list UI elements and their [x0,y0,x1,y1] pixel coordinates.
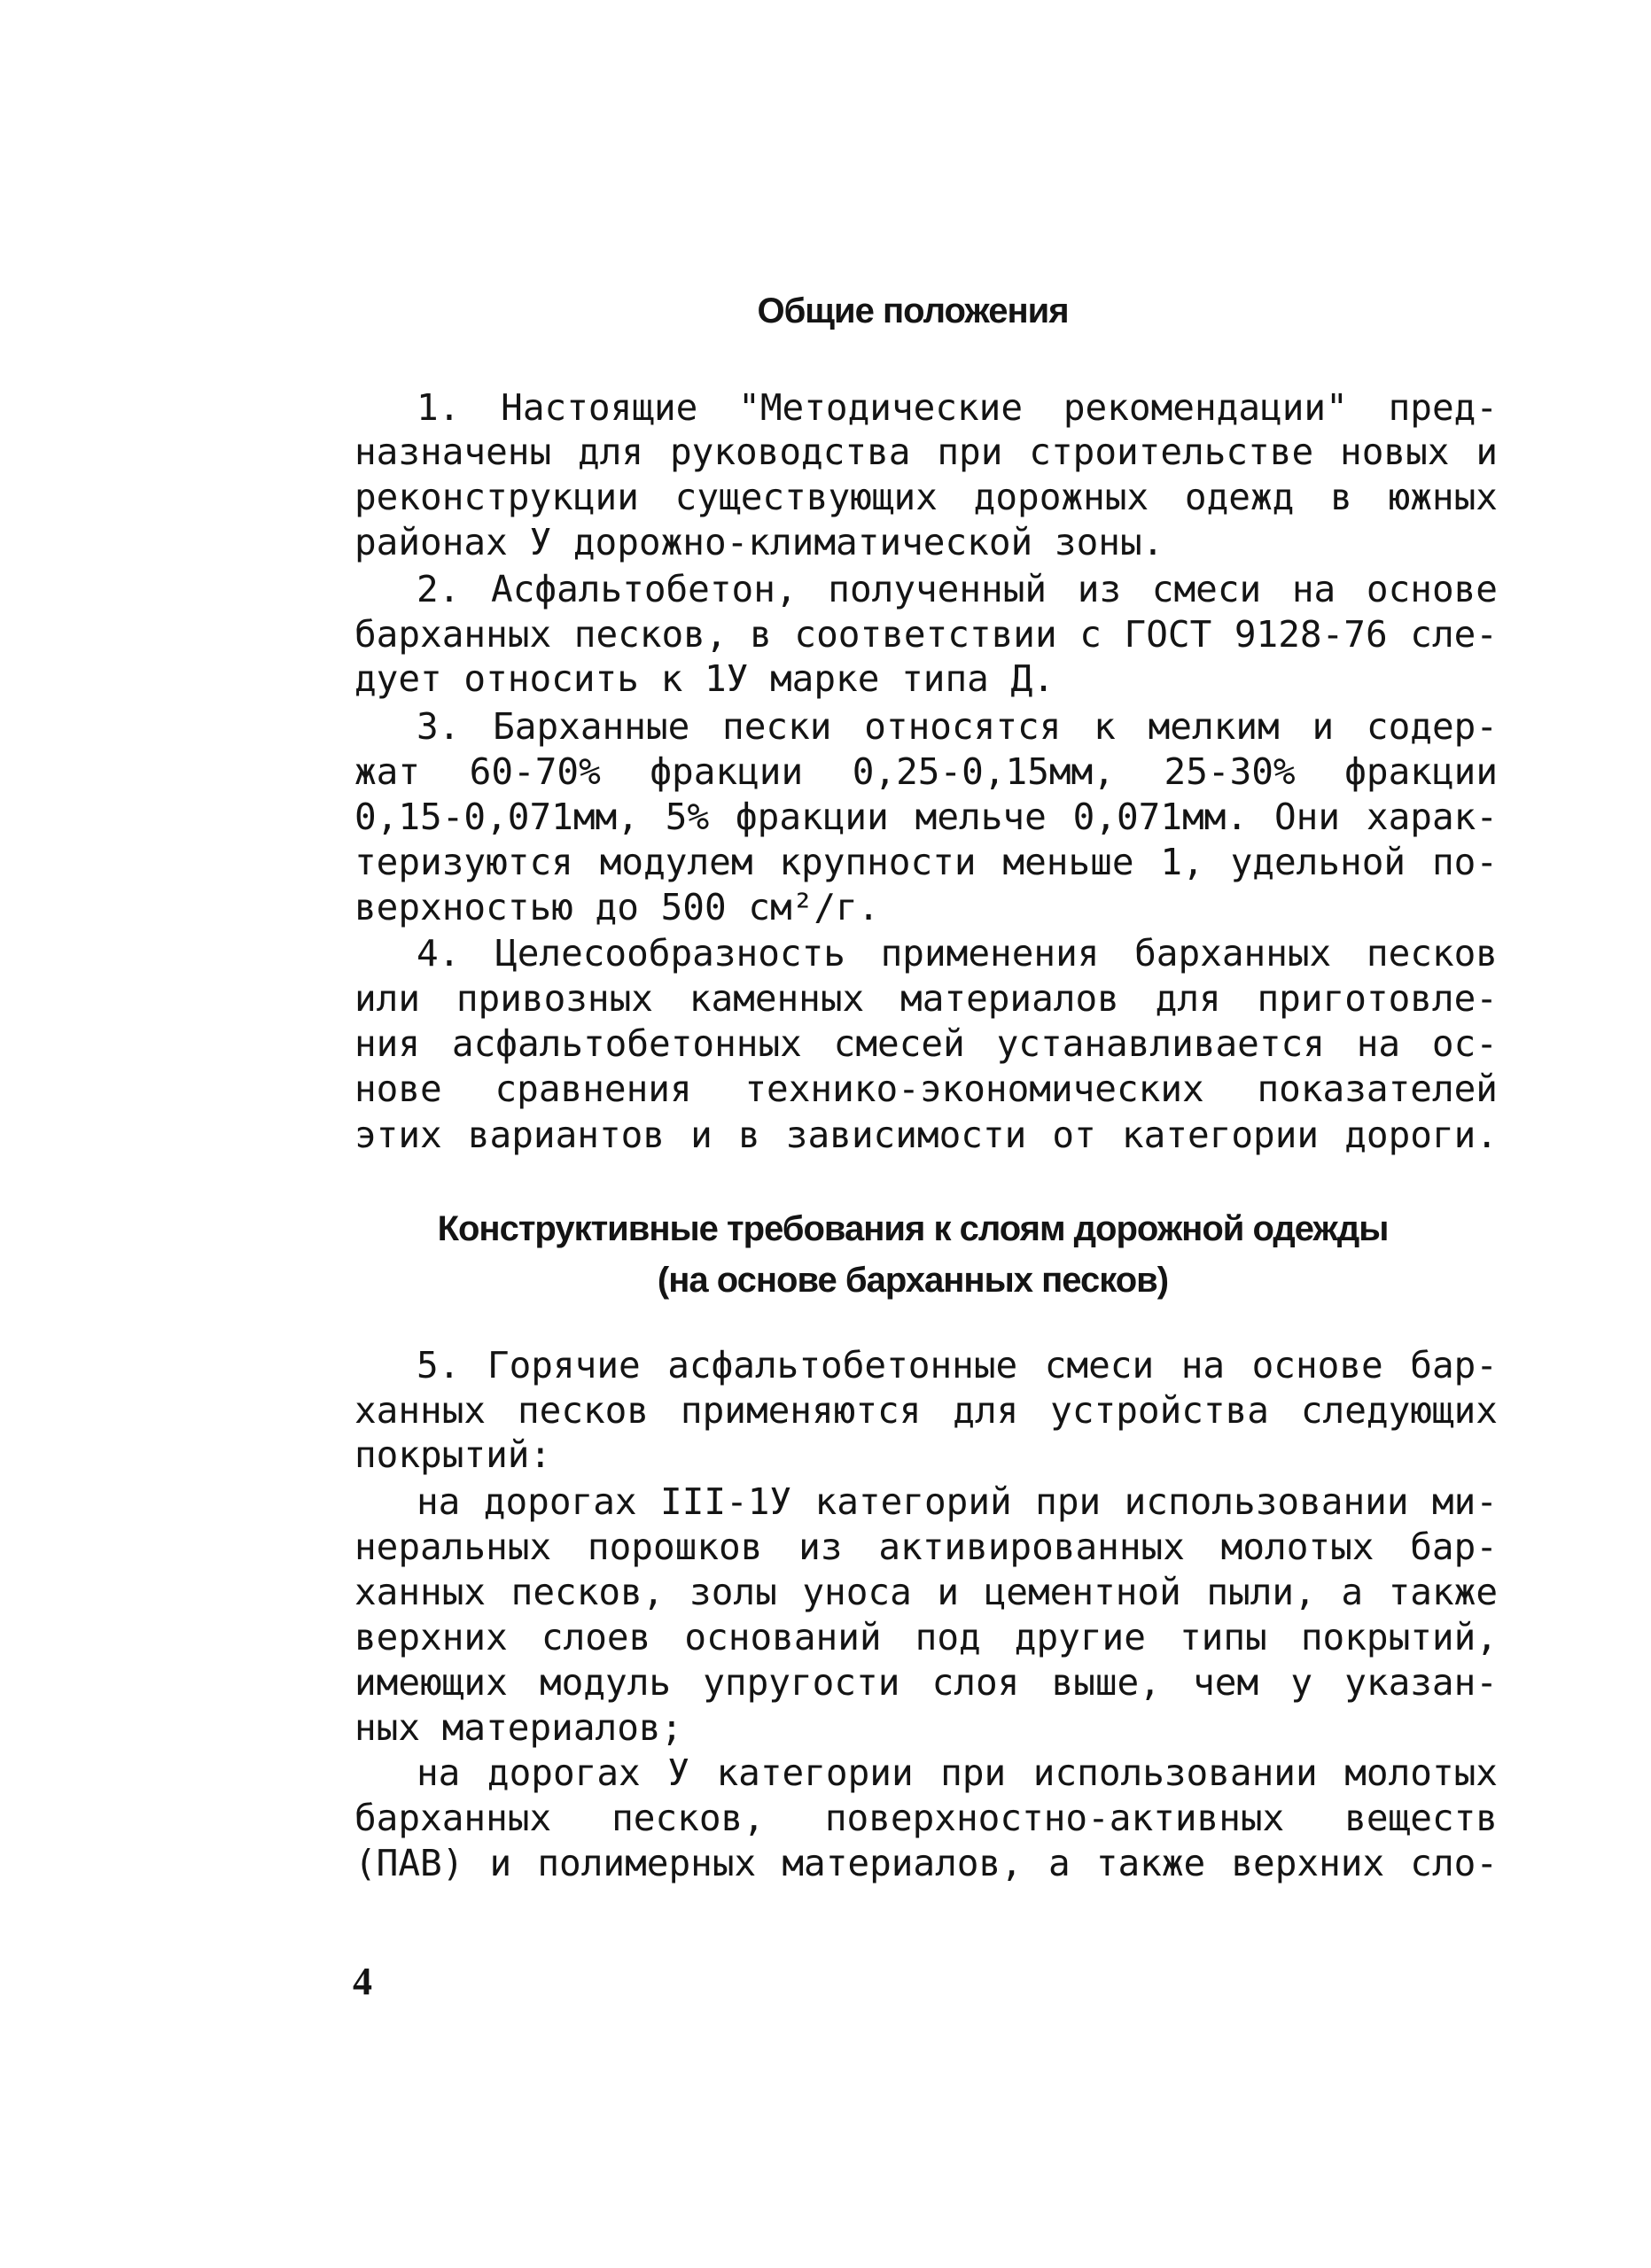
paragraph-6-line-2: неральных порошков из активированных молотых бар- [354,1526,1498,1568]
paragraph-1-line-1: 1. Настоящие "Методические рекомендации" пред- [417,386,1498,429]
paragraph-3-line-3: 0,15-0,071мм, 5% фракции мельче 0,071мм. Они харак- [354,796,1498,838]
paragraph-3-line-1: 3. Барханные пески относятся к мелким и содер- [417,705,1498,748]
heading-text: Общие положения [757,291,1069,330]
paragraph-4-line-2: или привозных каменных материалов для приготовле- [354,977,1498,1020]
paragraph-3-line-2: жат 60-70% фракции 0,25-0,15мм, 25-30% фракции [354,750,1498,793]
paragraph-2-line-3: дует относить к 1У марке типа Д. [354,657,1055,700]
paragraph-6-line-6: ных материалов; [354,1706,683,1749]
paragraph-5-line-3: покрытий: [354,1433,552,1476]
heading-construct-line-2: (на основе барханных песков) [657,1261,1169,1300]
paragraph-1-line-3: реконструкции существующих дорожных одежд в южных [354,476,1498,518]
paragraph-4-line-1: 4. Целесообразность применения барханных песков [417,932,1498,975]
paragraph-7-line-1: на дорогах У категории при использовании молотых [417,1751,1498,1794]
paragraph-6-line-4: верхних слоев оснований под другие типы покрытий, [354,1616,1498,1658]
heading-construct-line-1: Конструктивные требования к слоям дорожной одежды [437,1209,1389,1248]
paragraph-1-line-4: районах У дорожно-климатической зоны. [354,521,1164,563]
paragraph-2-line-1: 2. Асфальтобетон, полученный из смеси на основе [417,568,1498,610]
paragraph-6-line-3: ханных песков, золы уноса и цементной пыли, а также [354,1571,1498,1613]
paragraph-2-line-2: барханных песков, в соответствии с ГОСТ 9128-76 сле- [354,613,1498,656]
paragraph-4-line-5: этих вариантов и в зависимости от категории дороги. [354,1114,1498,1156]
paragraph-5-line-1: 5. Горячие асфальтобетонные смеси на основе бар- [417,1344,1498,1386]
paragraph-6-line-1: на дорогах III-1У категорий при использовании ми- [417,1480,1498,1523]
paragraph-4-line-3: ния асфальтобетонных смесей устанавливается на ос- [354,1022,1498,1065]
section-heading-general [354,285,1471,337]
paragraph-4-line-4: нове сравнения технико-экономических показателей [354,1068,1498,1110]
paragraph-7-line-2: барханных песков, поверхностно-активных веществ [354,1797,1498,1839]
page-number: 4 [353,1960,372,2003]
paragraph-6-line-5: имеющих модуль упругости слоя выше, чем у указан- [354,1661,1498,1704]
paragraph-7-line-3: (ПАВ) и полимерных материалов, а также верхних сло- [354,1842,1498,1884]
paragraph-5-line-2: ханных песков применяются для устройства следующих [354,1389,1498,1432]
paragraph-3-line-5: верхностью до 500 см²/г. [354,886,880,928]
paragraph-3-line-4: теризуются модулем крупности меньше 1, удельной по- [354,841,1498,883]
paragraph-1-line-2: назначены для руководства при строительстве новых и [354,431,1498,473]
section-heading-construct [354,1203,1471,1306]
